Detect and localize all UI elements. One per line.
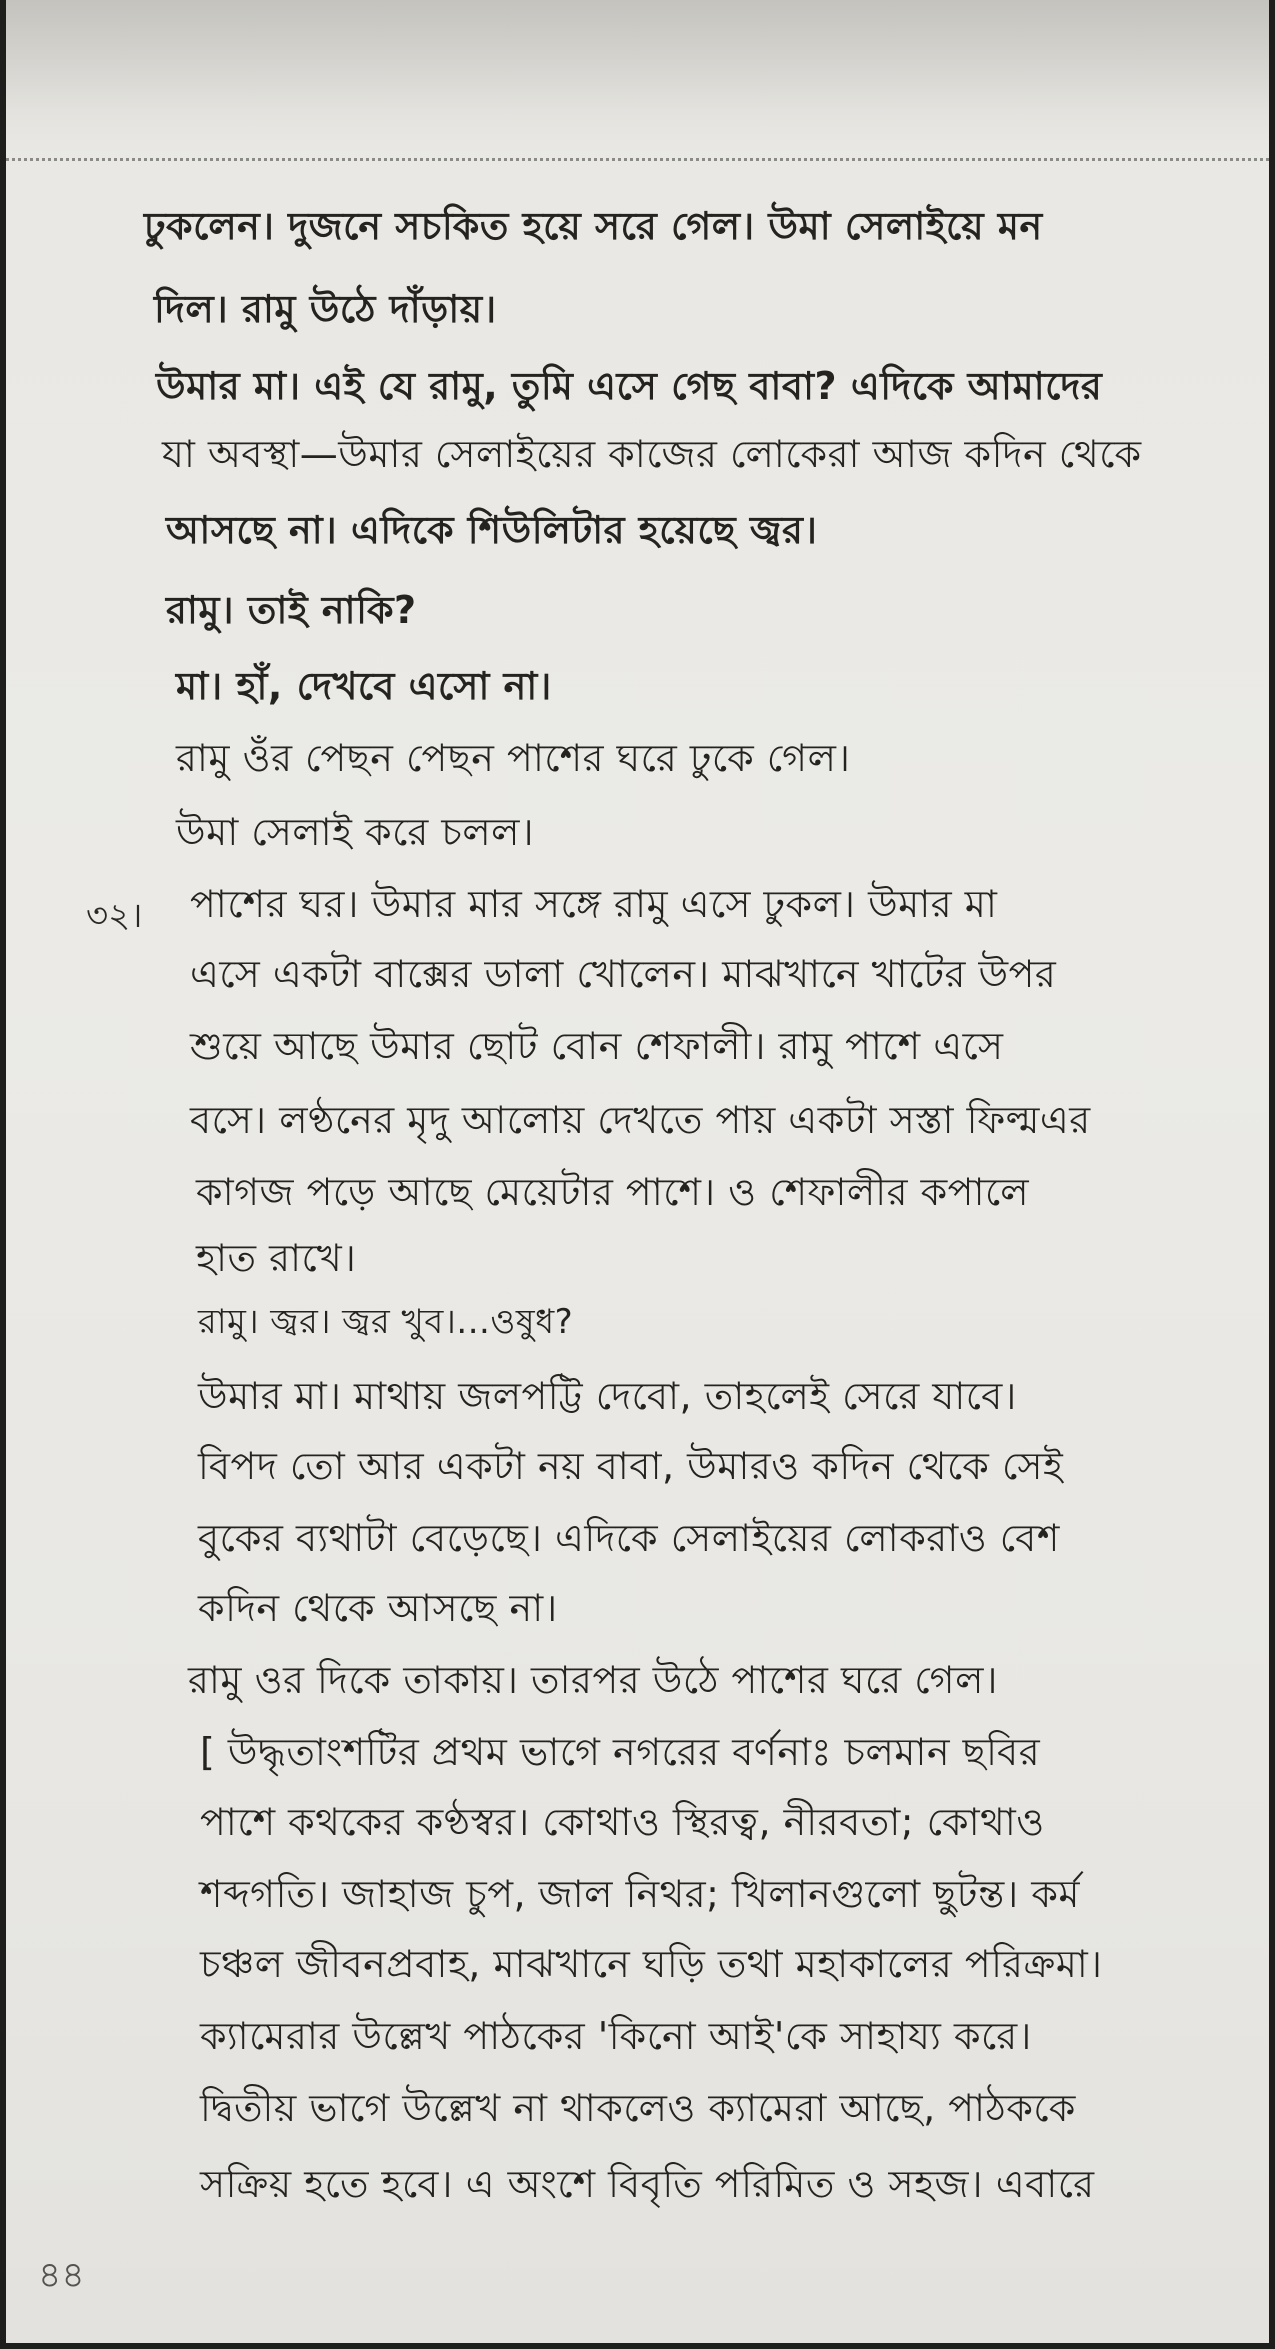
text-line: শব্দগতি। জাহাজ চুপ, জাল নিথর; খিলানগুলো ছুটন্ত। কর্ম — [200, 1872, 1081, 1916]
text-line: রামু। জ্বর। জ্বর খুব।...ওষুধ? — [198, 1302, 574, 1342]
text-line: উমার মা। মাথায় জলপট্টি দেবো, তাহলেই সেরে যাবে। — [198, 1374, 1017, 1418]
text-line: বসে। লণ্ঠনের মৃদু আলোয় দেখতে পায় একটা সস্তা ফিল্মএর — [190, 1098, 1091, 1142]
text-line: রামু। তাই নাকি? — [166, 588, 417, 632]
text-line: দিল। রামু উঠে দাঁড়ায়। — [154, 287, 497, 331]
book-page — [6, 0, 1269, 2343]
text-line: সক্রিয় হতে হবে। এ অংশে বিবৃতি পরিমিত ও সহজ। এবারে — [200, 2162, 1095, 2206]
text-line: ক্যামেরার উল্লেখ পাঠকের 'কিনো আই'কে সাহায্য করে। — [200, 2014, 1032, 2058]
text-line: কাগজ পড়ে আছে মেয়েটার পাশে। ও শেফালীর কপালে — [196, 1170, 1030, 1214]
text-line: আসছে না। এদিকে শিউলিটার হয়েছে জ্বর। — [166, 508, 818, 552]
text-line: পাশে কথকের কণ্ঠস্বর। কোথাও স্থিরত্ব, নীরবতা; কোথাও — [200, 1800, 1045, 1844]
text-line: বুকের ব্যথাটা বেড়েছে। এদিকে সেলাইয়ের লোকরাও বেশ — [198, 1516, 1060, 1560]
text-line: হাত রাখে। — [196, 1236, 357, 1280]
text-line: বিপদ তো আর একটা নয় বাবা, উমারও কদিন থেকে সেই — [198, 1444, 1064, 1488]
text-line: [ উদ্ধৃতাংশটির প্রথম ভাগে নগরের বর্ণনাঃ চলমান ছবির — [200, 1730, 1041, 1774]
text-line: চঞ্চল জীবনপ্রবাহ, মাঝখানে ঘড়ি তথা মহাকালের পরিক্রমা। — [200, 1942, 1103, 1986]
text-line: উমার মা। এই যে রামু, তুমি এসে গেছ বাবা? এদিকে আমাদের — [156, 364, 1103, 408]
text-line: ঢুকলেন। দুজনে সচকিত হয়ে সরে গেল। উমা সেলাইয়ে মন — [144, 204, 1043, 248]
text-line: রামু ওঁর পেছন পেছন পাশের ঘরে ঢুকে গেল। — [176, 736, 851, 780]
text-line: উমা সেলাই করে চলল। — [176, 810, 535, 854]
text-line: যা অবস্থা—উমার সেলাইয়ের কাজের লোকেরা আজ কদিন থেকে — [162, 432, 1142, 476]
cut-line — [6, 158, 1269, 161]
text-line: পাশের ঘর। উমার মার সঙ্গে রামু এসে ঢুকল। উমার মা — [190, 882, 998, 926]
scan-shadow — [6, 0, 1269, 160]
scene-number: ৩২। — [86, 896, 143, 936]
page-number: ৪৪ — [38, 2255, 85, 2296]
text-line: দ্বিতীয় ভাগে উল্লেখ না থাকলেও ক্যামেরা আছে, পাঠককে — [200, 2086, 1076, 2130]
text-line: মা। হাঁ, দেখবে এসো না। — [176, 664, 552, 708]
text-line: এসে একটা বাক্সের ডালা খোলেন। মাঝখানে খাটের উপর — [190, 952, 1057, 996]
text-line: শুয়ে আছে উমার ছোট বোন শেফালী। রামু পাশে এসে — [190, 1024, 1004, 1068]
text-line: কদিন থেকে আসছে না। — [198, 1586, 558, 1630]
text-line: রামু ওর দিকে তাকায়। তারপর উঠে পাশের ঘরে গেল। — [188, 1658, 998, 1702]
